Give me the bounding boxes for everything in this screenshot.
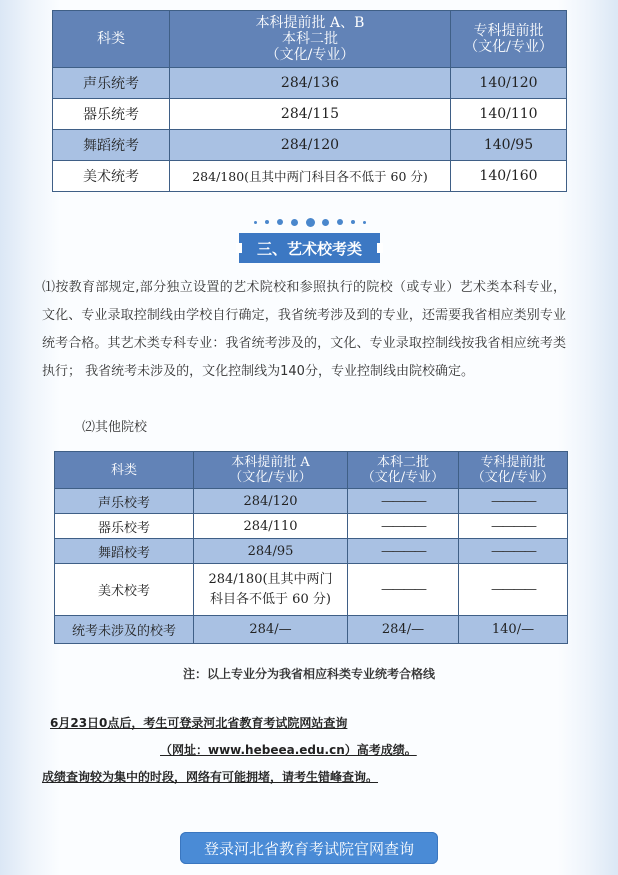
table-row: 美术校考 284/180(且其中两门 科目各不低于 60 分) ———— ———— <box>55 564 568 616</box>
table-row: 美术统考 284/180(且其中两门科目各不低于 60 分) 140/160 <box>53 161 567 192</box>
notice-line-1: 6月23日0点后，考生可登录河北省教育考试院网站查询 <box>50 716 348 730</box>
table1-header-undergrad: 本科提前批 A、B 本科二批 （文化/专业） <box>170 11 451 68</box>
table-row: 舞蹈校考 284/95 ———— ———— <box>55 539 568 564</box>
table-note: 注：以上专业分为我省相应科类专业统考合格线 <box>182 667 435 681</box>
table2-header-junior-college: 专科提前批 （文化/专业） <box>459 452 568 489</box>
table1-header-junior-college: 专科提前批 （文化/专业） <box>451 11 567 68</box>
decorative-dots <box>254 215 366 229</box>
subheading-other-schools: ⑵其他院校 <box>82 420 148 435</box>
section-title: 三、艺术校考类 <box>239 233 380 263</box>
table-row: 声乐统考 284/136 140/120 <box>53 68 567 99</box>
table-row: 统考未涉及的校考 284/— 284/— 140/— <box>55 616 568 644</box>
score-table-school-exam <box>54 451 568 644</box>
table-row: 器乐校考 284/110 ———— ———— <box>55 514 568 539</box>
table1-header-category: 科类 <box>53 11 170 68</box>
paragraph-art-schools: ⑴按教育部规定,部分独立设置的艺术院校和参照执行的院校（或专业）艺术类本科专业，文化、专业录取控制线由学校自行确定，我省统考涉及到的专业，还需要我省相应类别专业统考合格。其艺术类专科专业：我省统考涉及的，文化、专业录取控制线按我省相应统考类执行； 我省统考未涉及的，文化控制线为140分，专业控制线由院校确定。 <box>42 280 566 379</box>
table-row: 声乐校考 284/120 ———— ———— <box>55 489 568 514</box>
table2-header-category: 科类 <box>55 452 194 489</box>
notice-line-3: 成绩查询较为集中的时段，网络有可能拥堵，请考生错峰查询。 <box>42 770 379 784</box>
table2-header-undergrad-2: 本科二批 （文化/专业） <box>348 452 459 489</box>
score-table-unified-exam <box>52 10 567 192</box>
table-row: 舞蹈统考 284/120 140/95 <box>53 130 567 161</box>
table2-header-undergrad-a: 本科提前批 A （文化/专业） <box>194 452 348 489</box>
login-exam-site-button[interactable]: 登录河北省教育考试院官网查询 <box>180 832 438 864</box>
table-row: 器乐统考 284/115 140/110 <box>53 99 567 130</box>
notice-line-2: （网址：www.hebeea.edu.cn）高考成绩。 <box>160 743 417 757</box>
